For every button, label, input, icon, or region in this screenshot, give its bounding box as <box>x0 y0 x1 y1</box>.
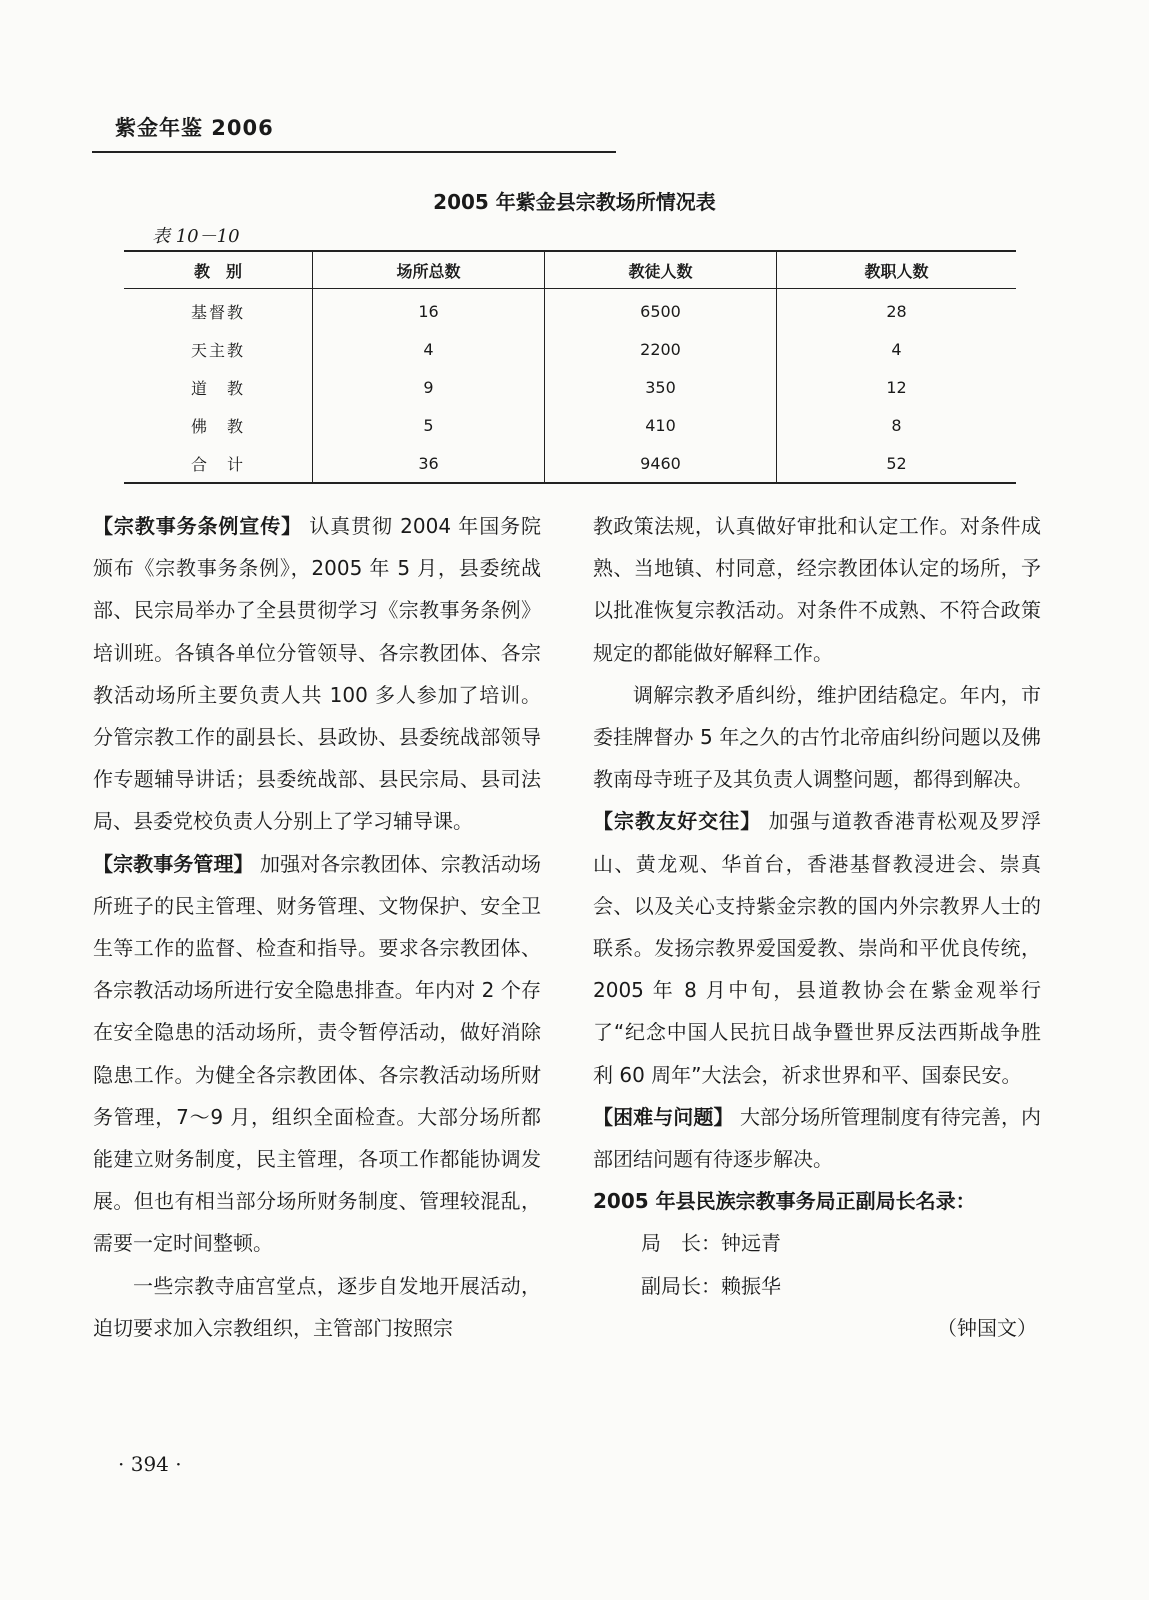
section-heading: 【宗教事务管理】 <box>93 851 254 876</box>
section-heading: 【宗教事务条例宣传】 <box>93 514 303 538</box>
table-cell: 410 <box>545 406 777 444</box>
paragraph <box>593 800 1041 1095</box>
table-cell: 12 <box>777 368 1017 406</box>
table-cell: 6500 <box>545 289 777 331</box>
table-cell: 合 计 <box>190 454 245 474</box>
section-text: 大部分场所管理制度有待完善，内部团结问题有待逐步解决。 <box>593 1104 1042 1172</box>
table-cell: 52 <box>777 444 1017 483</box>
table-cell: 16 <box>313 289 545 331</box>
table-cell: 道 教 <box>190 378 245 398</box>
table-cell: 4 <box>313 330 545 368</box>
table-cell: 9460 <box>545 444 777 483</box>
paragraph <box>593 1096 1041 1180</box>
section-text: 加强与道教香港青松观及罗浮山、黄龙观、华首台，香港基督教浸进会、崇真会、以及关心支持紫金宗教的国内外宗教界人士的联系。发扬宗教界爱国爱教、崇尚和平优良传统，2005 年 8 月中旬，县道教协会在紫金观举行了“纪念中国人民抗日战争暨世界反法西斯战争胜利 60 周年”大法会，祈求世界和平、国泰民安。 <box>593 809 1042 1087</box>
paragraph <box>93 505 541 843</box>
table-cell: 28 <box>777 289 1017 331</box>
table-total-row <box>124 444 1016 483</box>
table-cell: 9 <box>313 368 545 406</box>
table-header-row <box>124 251 1016 289</box>
table-cell: 5 <box>313 406 545 444</box>
column-header: 教职人数 <box>777 251 1017 289</box>
paragraph: 一些宗教寺庙宫堂点，逐步自发地开展活动，迫切要求加入宗教组织，主管部门按照宗 <box>93 1273 541 1340</box>
column-header: 场所总数 <box>313 251 545 289</box>
section-heading: 【宗教友好交往】 <box>593 809 762 834</box>
deputy-entry: 副局长：赖振华 <box>641 1273 781 1298</box>
director-entry: 局 长：钟远青 <box>641 1231 781 1256</box>
table-row <box>124 368 1016 406</box>
paragraph <box>93 843 541 1265</box>
table-row <box>124 406 1016 444</box>
section-text: 加强对各宗教团体、宗教活动场所班子的民主管理、财务管理、文物保护、安全卫生等工作的监督、检查和指导。要求各宗教团体、各宗教活动场所进行安全隐患排查。年内对 2 个存在安全隐患的活动场所，责令暂停活动，做好消除隐患工作。为健全各宗教团体、各宗教活动场所财务管理，7～9 月，组织全面检查。大部分场所都能建立财务制度，民主管理，各项工作都能协调发展。但也有相当部分场所财务制度、管理较混乱，需要一定时间整顿。 <box>93 851 542 1256</box>
table-cell: 4 <box>777 330 1017 368</box>
religious-sites-table <box>124 250 1016 484</box>
header-rule <box>92 151 616 153</box>
table-row <box>124 330 1016 368</box>
table-cell: 佛 教 <box>190 416 245 436</box>
table-row <box>124 289 1016 331</box>
roster-title: 2005 年县民族宗教事务局正副局长名录： <box>593 1189 976 1214</box>
column-header: 教 别 <box>124 251 313 289</box>
table-cell: 36 <box>313 444 545 483</box>
table-cell: 天主教 <box>190 340 245 360</box>
section-text: 认真贯彻 2004 年国务院颁布《宗教事务条例》，2005 年 5 月，县委统战部、民宗局举办了全县贯彻学习《宗教事务条例》培训班。各镇各单位分管领导、各宗教团体、各宗教活动场所主要负责人共 100 多人参加了培训。分管宗教工作的副县长、县政协、县委统战部领导作专题辅导讲话；县委统战部、县民宗局、县司法局、县委党校负责人分别上了学习辅导课。 <box>93 514 542 834</box>
table-cell: 基督教 <box>190 302 245 322</box>
table-cell: 2200 <box>545 330 777 368</box>
table-title: 2005 年紫金县宗教场所情况表 <box>433 190 716 214</box>
column-header: 教徒人数 <box>545 251 777 289</box>
author-credit: （钟国文） <box>937 1315 1037 1340</box>
table-cell: 8 <box>777 406 1017 444</box>
running-head: 紫金年鉴 2006 <box>115 116 274 140</box>
section-heading: 【困难与问题】 <box>593 1104 734 1129</box>
paragraph: 教政策法规，认真做好审批和认定工作。对条件成熟、当地镇、村同意，经宗教团体认定的场所，予以批准恢复宗教活动。对条件不成熟、不符合政策规定的都能做好解释工作。 <box>593 514 1041 665</box>
table-number: 表 10－10 <box>152 226 240 247</box>
table-cell: 350 <box>545 368 777 406</box>
page-number: · 394 · <box>118 1452 182 1476</box>
paragraph: 调解宗教矛盾纠纷，维护团结稳定。年内，市委挂牌督办 5 年之久的古竹北帝庙纠纷问题以及佛教南母寺班子及其负责人调整问题，都得到解决。 <box>593 682 1041 792</box>
left-column <box>93 505 541 1349</box>
right-column <box>593 505 1041 1349</box>
